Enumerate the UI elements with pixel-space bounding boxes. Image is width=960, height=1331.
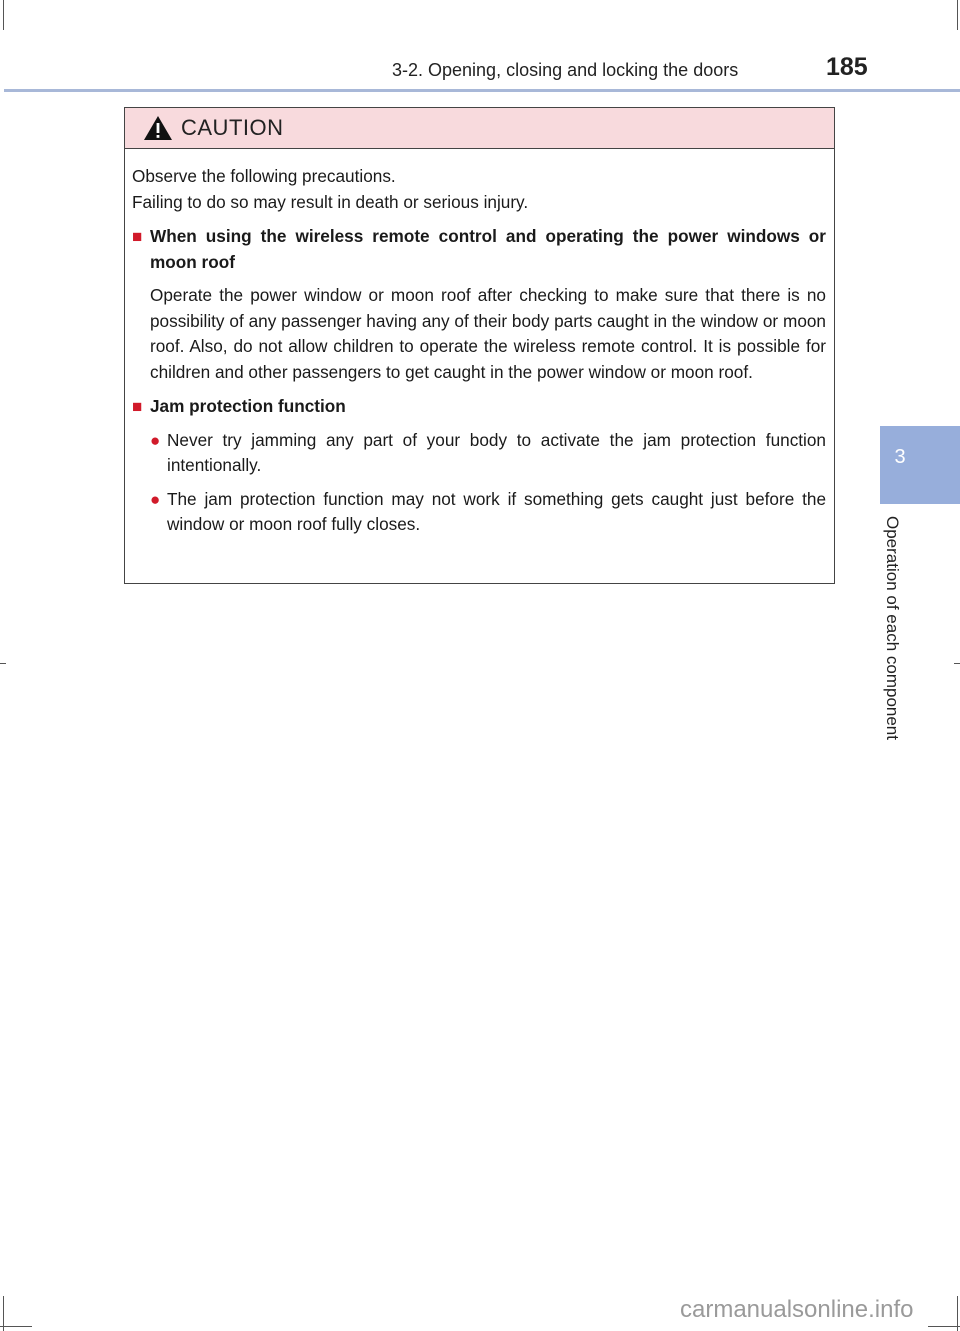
crop-mark — [957, 0, 958, 30]
intro-line: Observe the following precautions. — [132, 166, 396, 186]
crop-mark — [0, 1326, 32, 1327]
round-bullet-icon: ● — [150, 430, 161, 450]
caution-item-remote-control — [132, 224, 826, 385]
square-bullet-icon: ■ — [132, 227, 143, 246]
item-heading — [132, 224, 826, 275]
caution-body — [125, 149, 834, 538]
list-item-text: Never try jamming any part of your body to activate the jam protection function intentionally. — [167, 429, 826, 475]
crop-mark — [928, 1326, 960, 1327]
chapter-number: 3 — [894, 446, 906, 468]
item-heading-text: Jam protection function — [150, 396, 346, 416]
caution-intro — [132, 164, 826, 215]
item-heading-text: When using the wireless remote control and operating the power windows or moon roof — [150, 226, 826, 272]
list-item-text: The jam protection function may not work if something gets caught just before the window or moon roof fully closes. — [167, 488, 826, 534]
crop-mark — [0, 663, 6, 664]
intro-line: Failing to do so may result in death or serious injury. — [132, 191, 529, 212]
chapter-label: Operation of each component — [883, 516, 902, 740]
list-item — [150, 487, 826, 538]
watermark: carmanualsonline.info — [680, 1296, 914, 1323]
page-number: 185 — [826, 53, 868, 81]
caution-box — [124, 107, 835, 584]
warning-triangle-icon — [143, 115, 173, 141]
item-body: Operate the power window or moon roof after checking to make sure that there is no possibility of any passenger having any of their body parts caught in the window or moon roof. Also, do not allow children to operate the wireless remote control. It is possible for children and other passengers to get caught in the power window or moon roof. — [150, 285, 826, 382]
item-heading — [132, 394, 826, 420]
caution-header — [125, 108, 834, 149]
square-bullet-icon: ■ — [132, 397, 143, 416]
caution-item-jam-protection — [132, 394, 826, 538]
section-title: 3-2. Opening, closing and locking the doors — [392, 60, 739, 80]
list-item — [150, 428, 826, 479]
crop-mark — [954, 663, 960, 664]
crop-mark — [3, 0, 4, 30]
round-bullet-icon: ● — [150, 489, 161, 509]
caution-title: CAUTION — [181, 115, 284, 140]
header-rule — [4, 89, 960, 92]
chapter-tab — [880, 426, 960, 504]
